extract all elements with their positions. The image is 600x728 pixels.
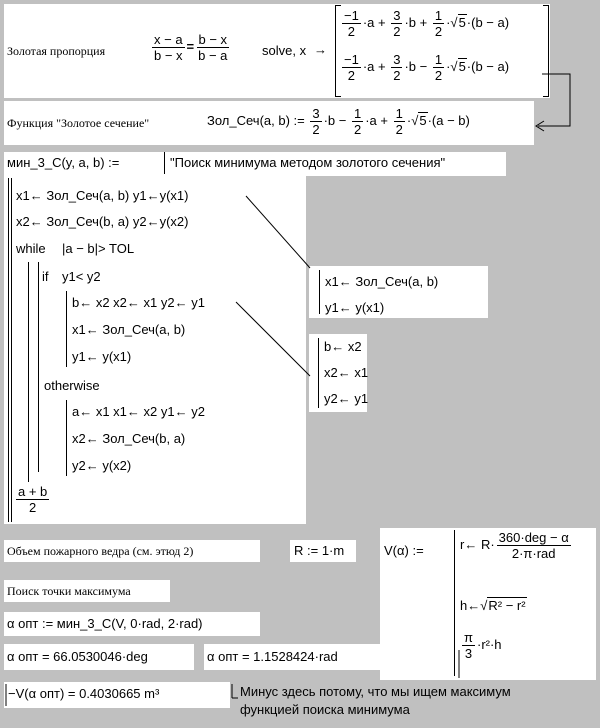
alpha-result-rad[interactable]: α опт = 1.1528424·rad — [207, 649, 338, 664]
program-header[interactable]: мин_3_С(y, a, b) := — [7, 155, 120, 170]
aside-2-line-2: x2← x1 — [324, 365, 369, 380]
aside-2-line-1: b← x2 — [324, 339, 362, 354]
return-value[interactable]: $\frac{a + b}{2}$ — [18, 484, 48, 515]
golden-proportion-label: Золотая пропорция — [7, 44, 106, 58]
while-keyword: while — [16, 241, 46, 256]
aside-2-line-3: y2← y1 — [324, 391, 369, 406]
negative-volume-result[interactable]: −V(α опт) = 0.4030665 m³ — [8, 686, 160, 701]
otherwise-line-3[interactable]: y2← y(x2) — [72, 458, 132, 473]
program-comment: "Поиск минимума методом золотого сечения" — [170, 155, 446, 170]
volume-label: Объем пожарного ведра (см. этюд 2) — [7, 544, 194, 558]
if-line-3[interactable]: y1← y(x1) — [72, 349, 132, 364]
symbolic-arrow: → — [314, 42, 327, 57]
volume-line-r[interactable]: r← R· $\frac{\text{360·deg − α}}{\text{2·π·rad}}$ — [460, 530, 569, 561]
volume-line-h[interactable]: h←√R² − r² — [460, 598, 526, 613]
if-line-1[interactable]: b← x2 x2← x1 y2← y1 — [72, 295, 205, 310]
max-search-label: Поиск точки максимума — [7, 584, 131, 598]
alpha-result-deg[interactable]: α опт = 66.0530046·deg — [7, 649, 148, 664]
volume-line-v[interactable]: $\frac{\pi}{3}$ ·r²·h — [464, 630, 502, 661]
otherwise-line-1[interactable]: a← x1 x1← x2 y1← y2 — [72, 404, 205, 419]
solve-keyword: solve, x — [262, 43, 307, 58]
radius-definition[interactable]: R := 1·m — [294, 543, 345, 558]
aside-1-line-2: y1← y(x1) — [325, 300, 385, 315]
if-keyword: if — [42, 269, 49, 284]
aside-2-connector — [236, 302, 310, 376]
golden-lhs[interactable]: $\frac{x - a}{b - x}$ = $\frac{b - x}{b - a}$ — [154, 32, 228, 63]
if-line-2[interactable]: x1← Зол_Сеч(a, b) — [72, 322, 186, 337]
if-condition[interactable]: y1< y2 — [62, 269, 101, 284]
line-x2[interactable]: x2← Зол_Сеч(b, a) y2←y(x2) — [16, 214, 189, 229]
note-line-1: Минус здесь потому, что мы ищем максимум — [240, 684, 511, 699]
alpha-definition[interactable]: α опт := мин_3_С(V, 0·rad, 2·rad) — [7, 616, 203, 631]
solution-row-1: $\frac{-1}{2}$ ·a + $\frac{3}{2}$ ·b + $\frac{1}{2}$ ·√5·(b − a) — [344, 8, 510, 39]
aside-1-connector — [246, 196, 310, 268]
function-definition[interactable]: Зол_Сеч(a, b) := $\frac{3}{2}$ ·b − $\frac{1}{2}$ ·a + $\frac{1}{2}$ ·√5·(a − b) — [207, 106, 470, 137]
matrix-to-function-arrow — [538, 74, 570, 126]
otherwise-keyword: otherwise — [44, 378, 100, 393]
volume-function-header[interactable]: V(α) := — [384, 543, 424, 558]
function-label: Функция "Золотое сечение" — [7, 116, 150, 130]
solution-row-2: $\frac{-1}{2}$ ·a + $\frac{3}{2}$ ·b − $\frac{1}{2}$ ·√5·(b − a) — [344, 52, 510, 83]
line-x1[interactable]: x1← Зол_Сеч(a, b) y1←y(x1) — [16, 188, 189, 203]
while-condition[interactable]: |a − b|> TOL — [62, 241, 135, 256]
otherwise-line-2[interactable]: x2← Зол_Сеч(b, a) — [72, 431, 186, 446]
note-line-2: функцией поиска минимума — [240, 702, 410, 717]
aside-1-line-1: x1← Зол_Сеч(a, b) — [325, 274, 439, 289]
